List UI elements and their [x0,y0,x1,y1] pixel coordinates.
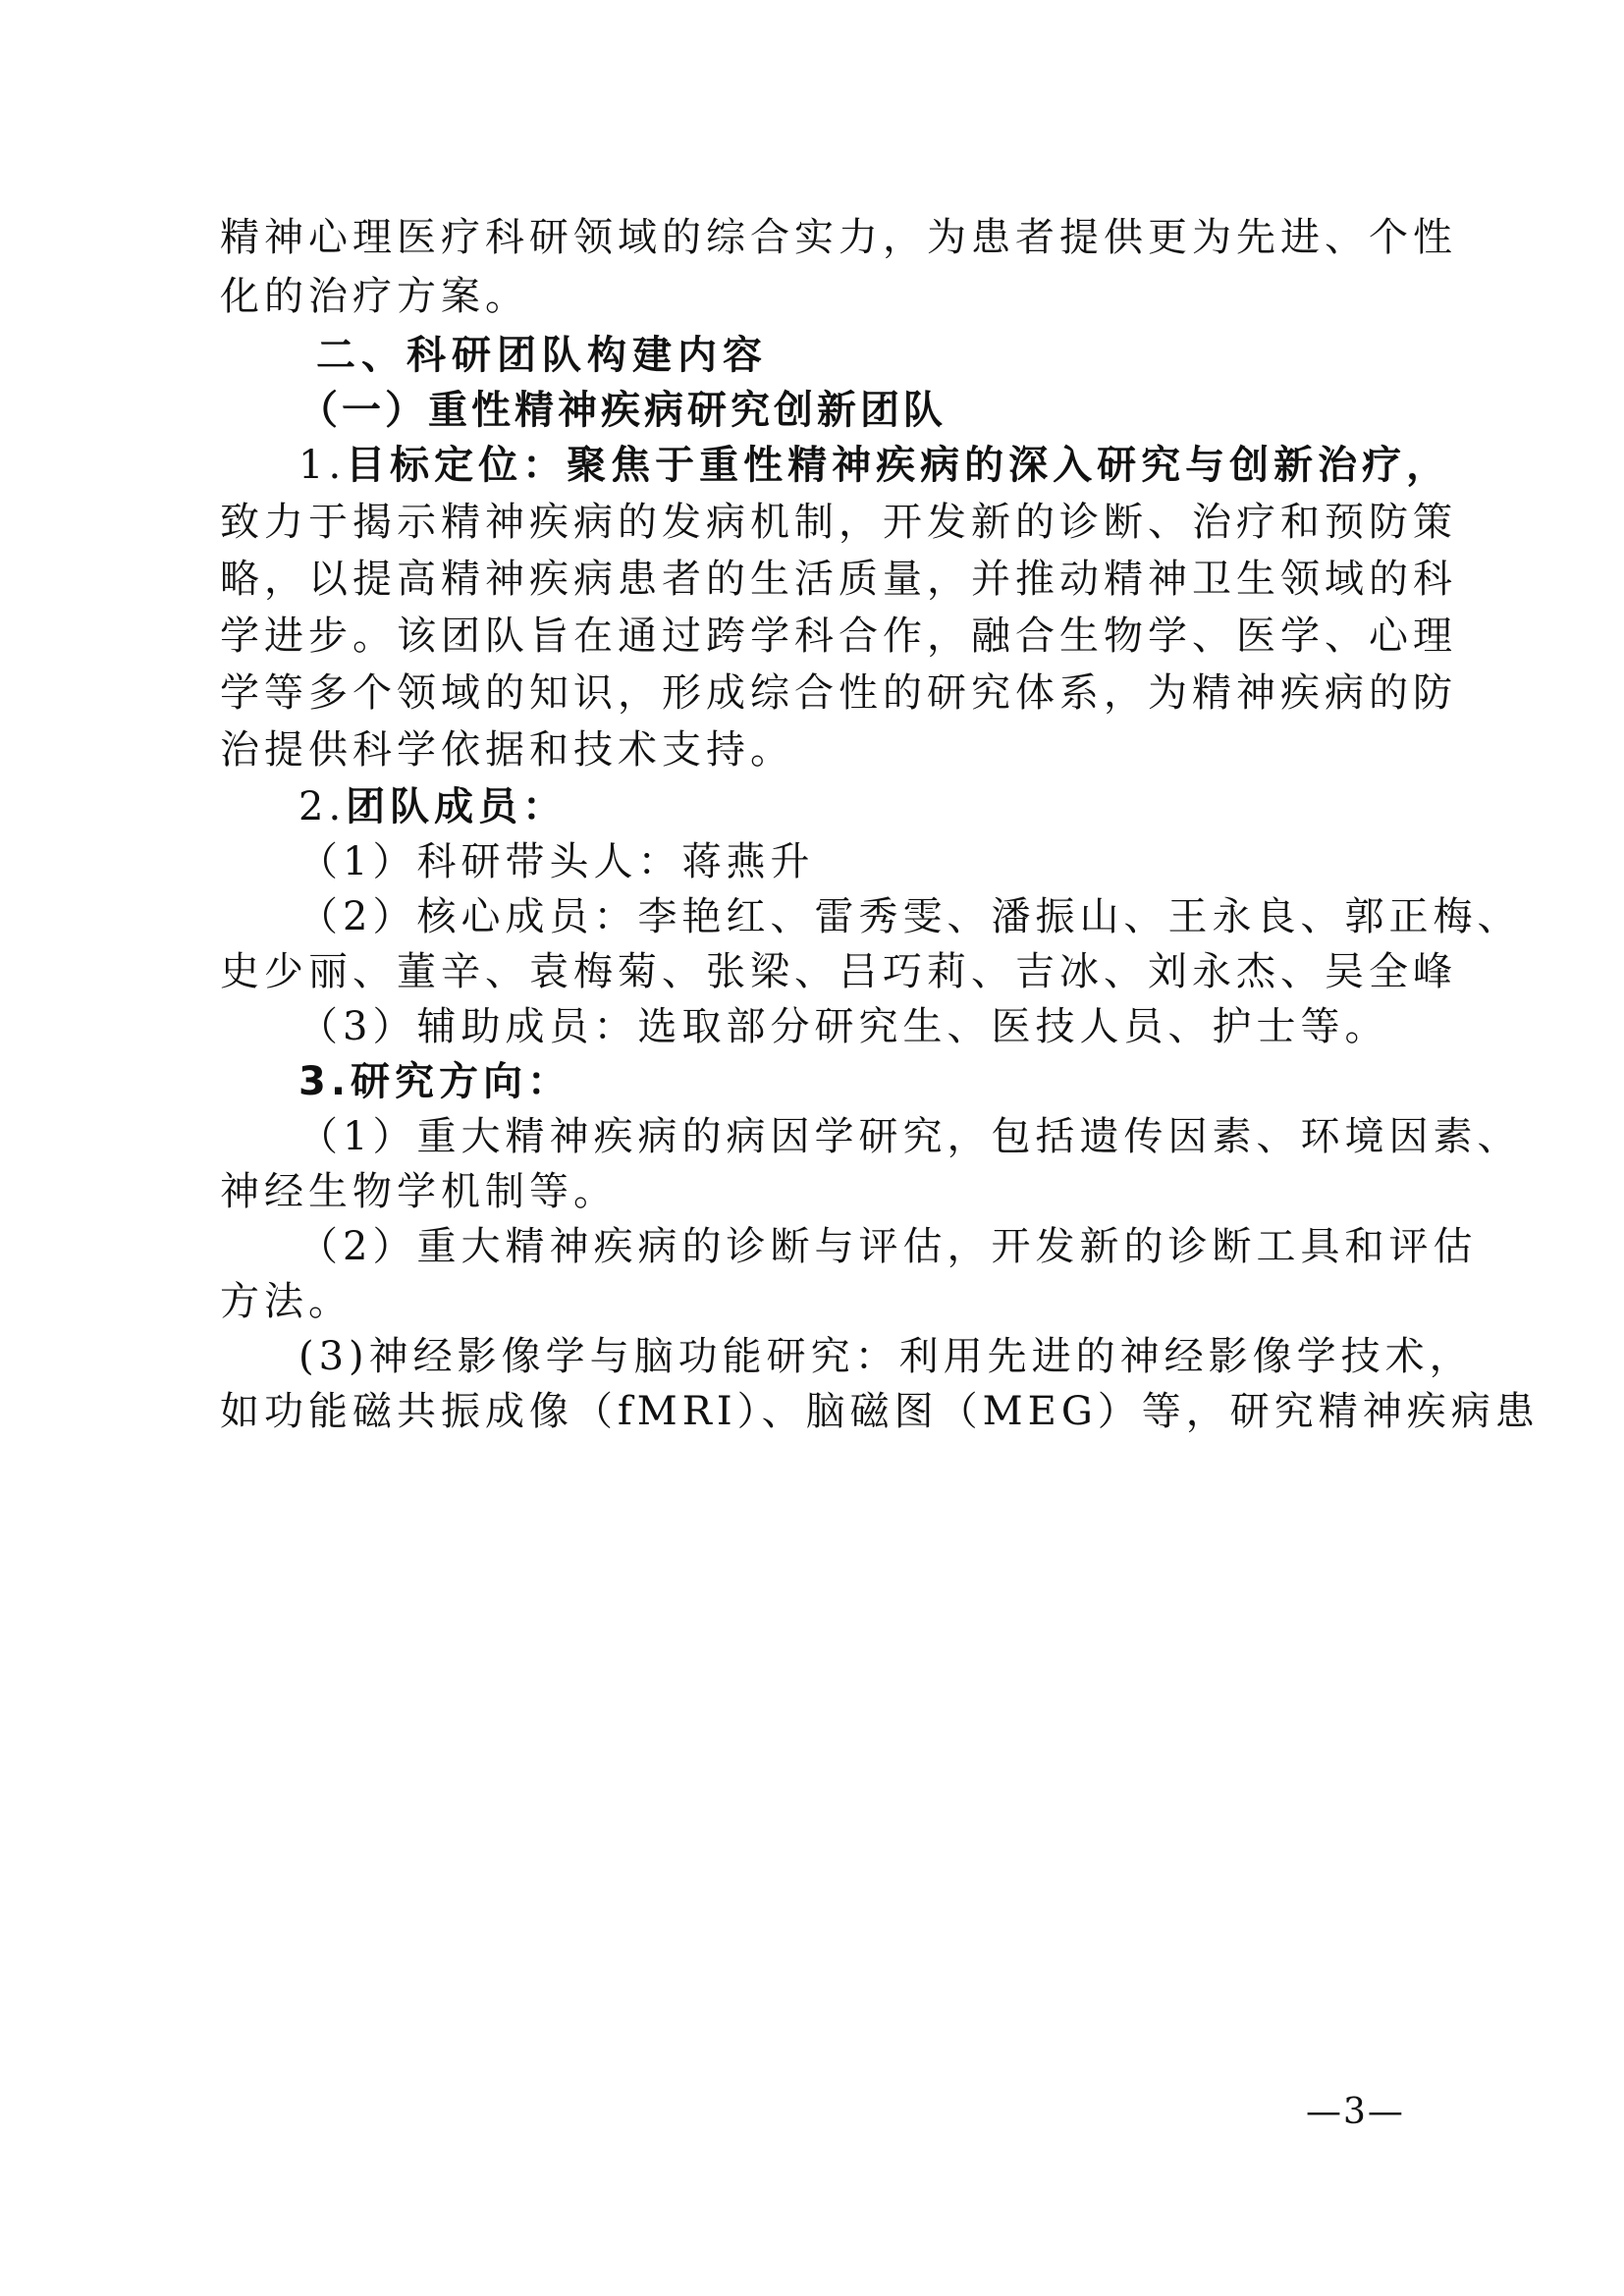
paragraph-line: 如功能磁共振成像（fMRI）、脑磁图（MEG）等，研究精神疾病患 [220,1389,1540,1434]
paragraph-line: （1）科研带头人：蒋燕升 [298,839,815,884]
section-heading: 二、科研团队构建内容 [316,333,768,378]
paragraph-line: (3)神经影像学与脑功能研究：利用先进的神经影像学技术， [298,1334,1474,1379]
paragraph-line [298,442,1516,489]
paragraph-line: 学等多个领域的知识，形成综合性的研究体系，为精神疾病的防 [220,670,1457,716]
paragraph-line: （1）重大精神疾病的病因学研究，包括遗传因素、环境因素、 [298,1114,1522,1159]
paragraph-line: 神经生物学机制等。 [220,1169,618,1214]
item-number: 3. [298,1059,352,1104]
paragraph-line: 精神心理医疗科研领域的综合实力，为患者提供更为先进、个性 [220,215,1457,260]
inline-heading: 团队成员： [346,784,568,829]
paragraph-line: 略，以提高精神疾病患者的生活质量，并推动精神卫生领域的科 [220,557,1457,602]
page-number: —3— [1306,2092,1405,2132]
paragraph-line: 化的治疗方案。 [220,274,529,319]
paragraph-line: （2）重大精神疾病的诊断与评估，开发新的诊断工具和评估 [298,1224,1478,1269]
paragraph-line: 学进步。该团队旨在通过跨学科合作，融合生物学、医学、心理 [220,614,1457,659]
subsection-heading: （一）重性精神疾病研究创新团队 [298,388,947,433]
paragraph-line: 史少丽、董辛、袁梅菊、张梁、吕巧莉、吉冰、刘永杰、吴全峰 [220,949,1457,994]
item-number: 1. [298,443,347,488]
paragraph-line: （2）核心成员：李艳红、雷秀雯、潘振山、王永良、郭正梅、 [298,894,1522,939]
paragraph-line: 治提供科学依据和技术支持。 [220,727,794,773]
paragraph-line: 致力于揭示精神疾病的发病机制，开发新的诊断、治疗和预防策 [220,500,1457,545]
paragraph-line [298,783,1516,830]
paragraph-line [298,1058,1516,1105]
paragraph-line: （3）辅助成员：选取部分研究生、医技人员、护士等。 [298,1004,1389,1049]
item-number: 2. [298,784,347,829]
inline-heading: 研究方向： [351,1059,572,1104]
paragraph-line: 方法。 [220,1279,352,1324]
inline-heading: 目标定位：聚焦于重性精神疾病的深入研究与创新治疗， [346,443,1451,488]
